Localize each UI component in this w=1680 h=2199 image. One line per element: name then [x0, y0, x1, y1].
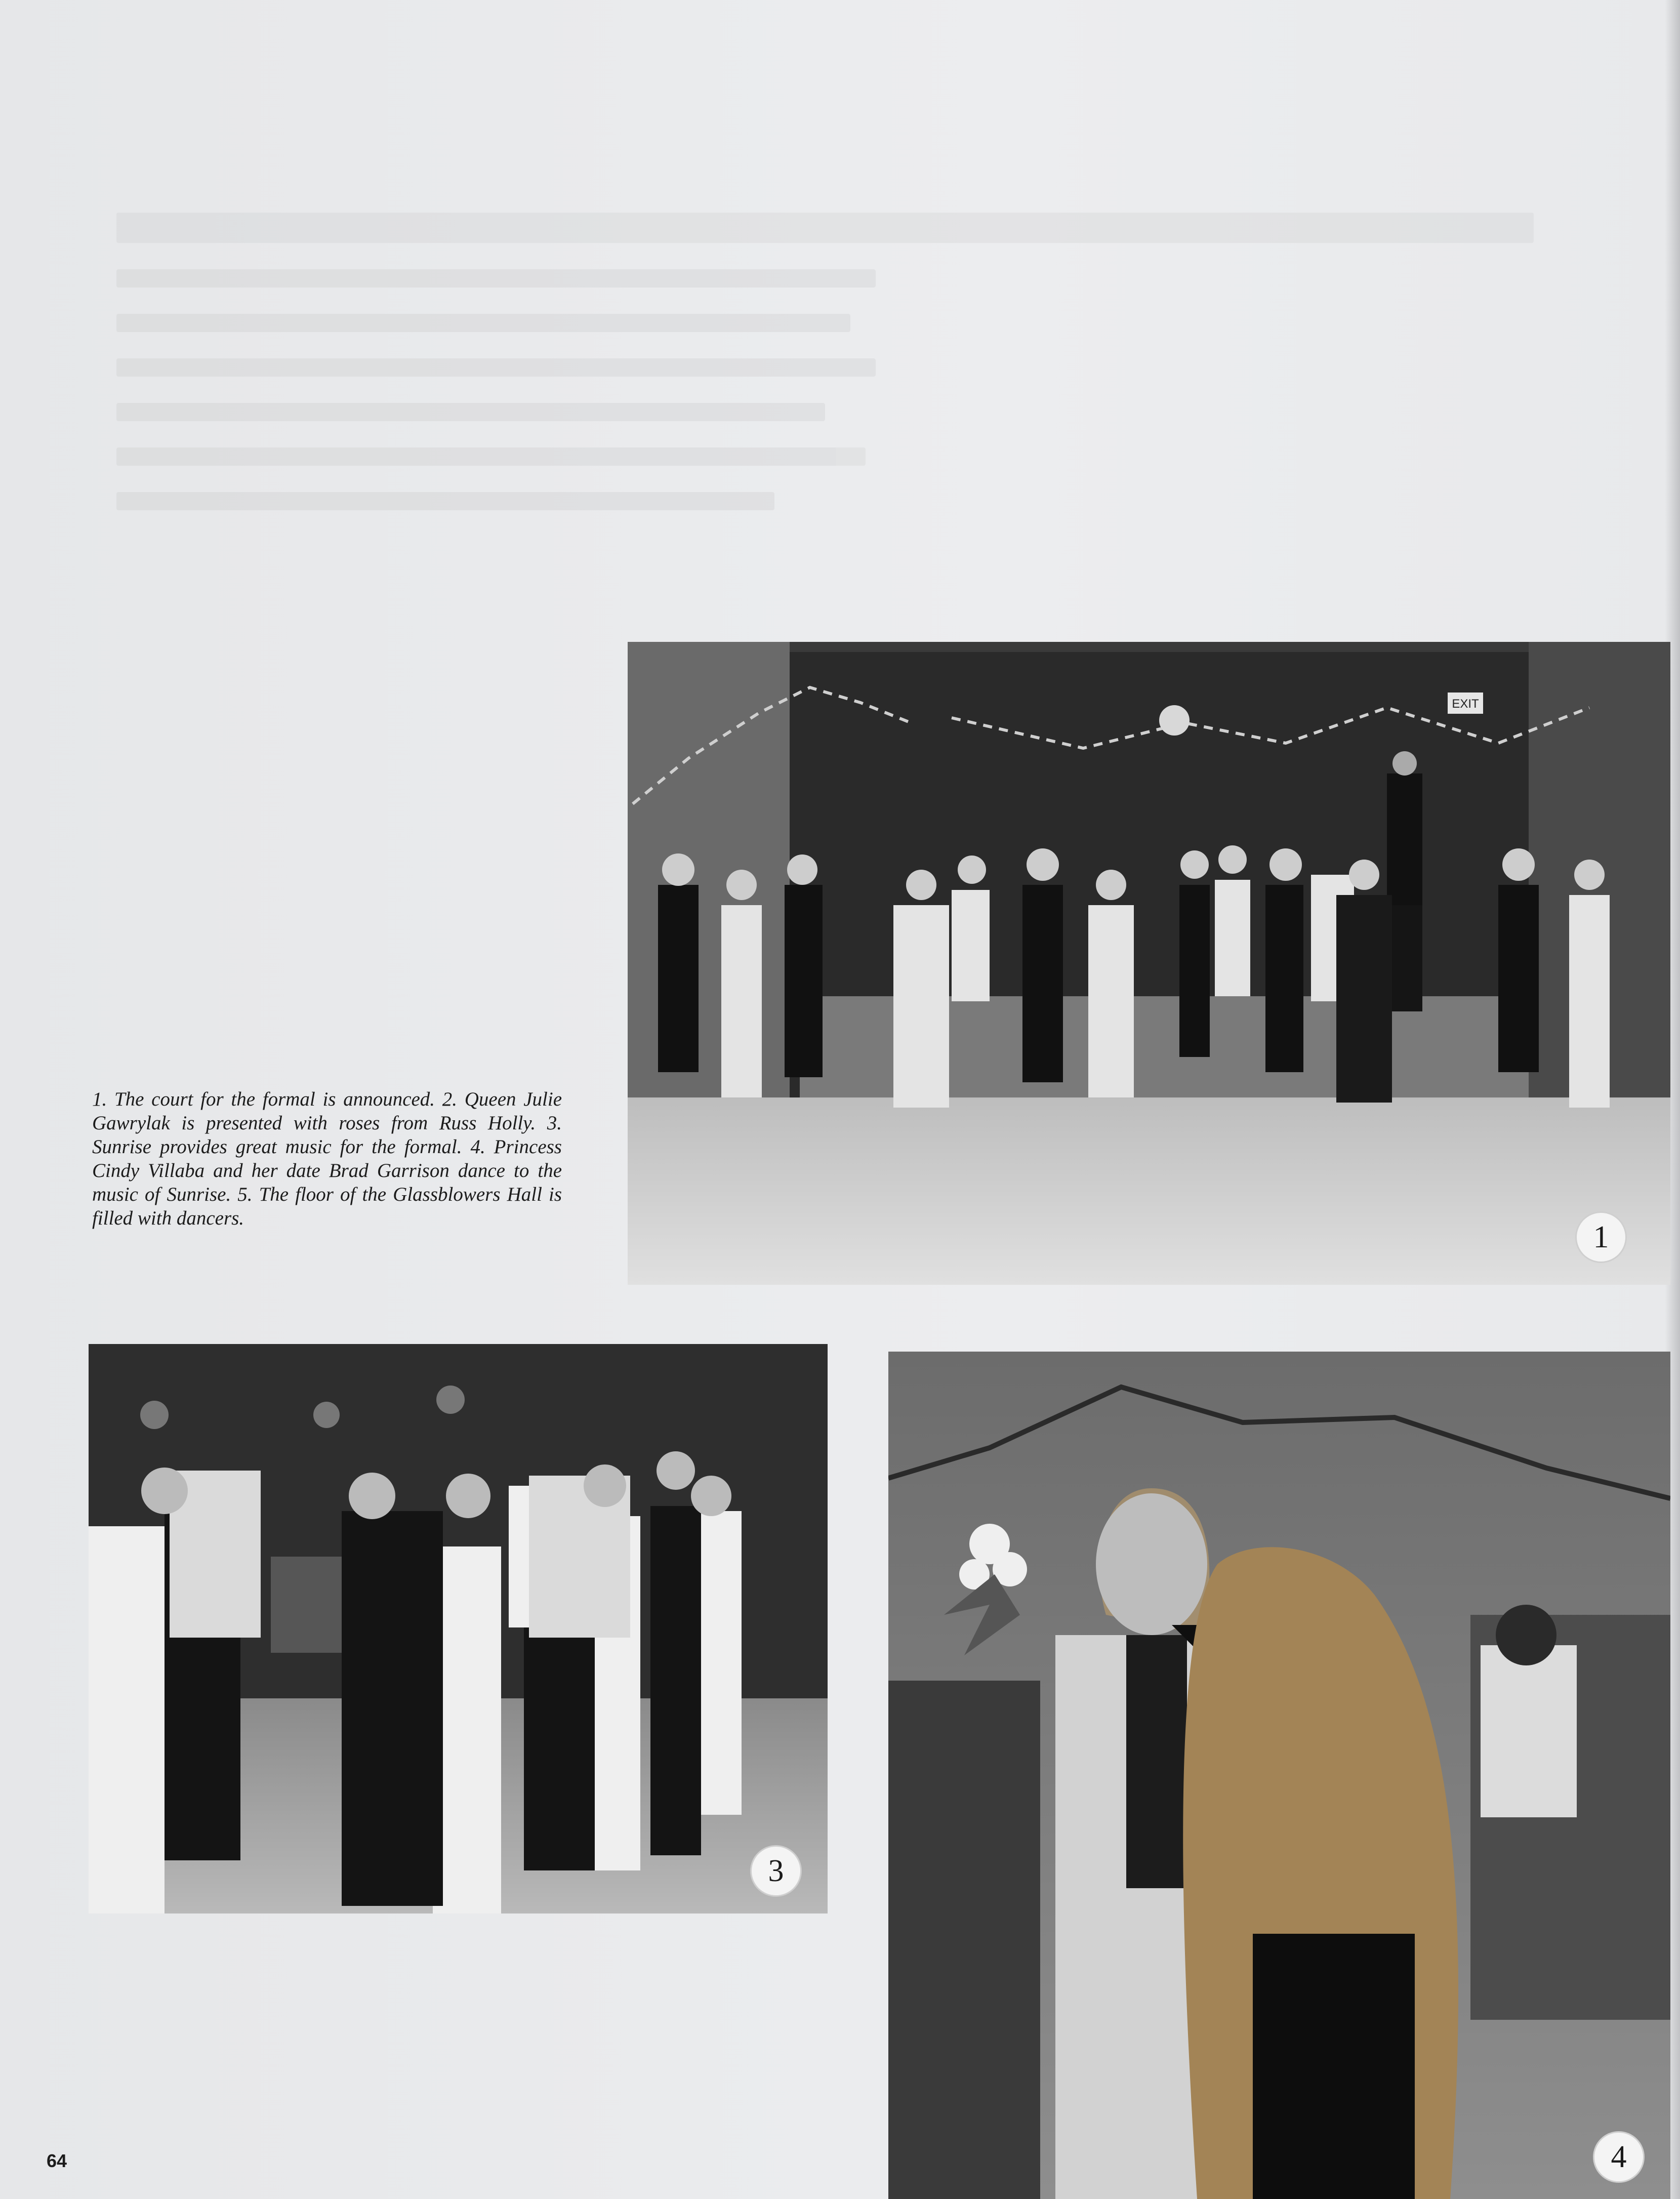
photo-number-badge: 1 — [1577, 1213, 1625, 1261]
show-through-text — [116, 213, 1584, 618]
photo-princess-couple-dancing — [888, 1352, 1670, 2199]
page-number: 64 — [47, 2150, 67, 2171]
photo-dance-floor-band — [89, 1344, 828, 1913]
photo-court-announcement — [628, 642, 1670, 1285]
photo-number-badge: 3 — [752, 1847, 800, 1895]
photo-number-badge: 4 — [1594, 2133, 1643, 2181]
photo-caption: 1. The court for the formal is announced. 2. Queen Julie Gawrylak is presented with roses from Russ Holly. 3. Sunrise provides great music for the formal. 4. Princess Cindy Villaba and her date Brad Garrison dance to the music of Sunrise. 5. The floor of the Glassblowers Hall is filled with dancers. — [92, 1088, 562, 1229]
exit-sign: EXIT — [1452, 697, 1479, 711]
